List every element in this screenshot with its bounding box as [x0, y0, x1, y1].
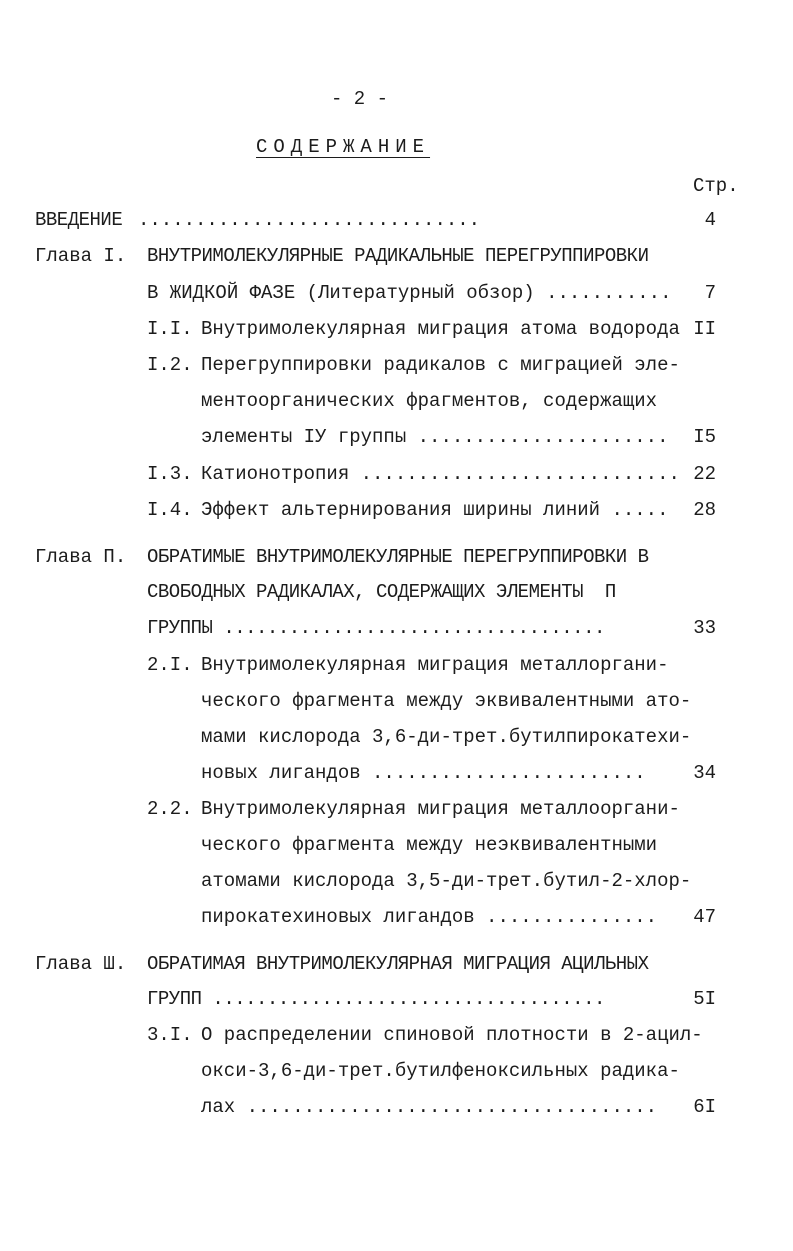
- section-title-line: Катионотропия ............................: [201, 463, 680, 485]
- section-title-line: новых лигандов ........................: [201, 762, 646, 784]
- intro-dots: ..............................: [138, 209, 481, 231]
- chapter-2-label: Глава П.: [35, 546, 127, 568]
- chapter-3-title-line-2: ГРУПП ....................................: [147, 988, 605, 1010]
- section-title-line: лах ....................................: [201, 1096, 658, 1118]
- section-number: I.2.: [147, 354, 193, 376]
- chapter-1-page: 7: [704, 282, 716, 304]
- section-page: 47: [693, 906, 716, 928]
- section-title-line: мами кислорода 3,6-ди-трет.бутилпирокатехи-: [201, 726, 692, 748]
- section-title-line: ческого фрагмента между неэквивалентными: [201, 834, 658, 856]
- chapter-2-title-line-2: СВОБОДНЫХ РАДИКАЛАХ, СОДЕРЖАЩИХ ЭЛЕМЕНТЫ П: [147, 581, 616, 603]
- chapter-1-label: Глава I.: [35, 245, 127, 267]
- section-title-line: элементы IУ группы ......................: [201, 426, 669, 448]
- section-page: 28: [693, 499, 716, 521]
- chapter-3-label: Глава Ш.: [35, 953, 127, 975]
- section-title-line: ментоорганических фрагментов, содержащих: [201, 390, 658, 412]
- section-title-line: пирокатехиновых лигандов ...............: [201, 906, 658, 928]
- section-title-line: ческого фрагмента между эквивалентными ато-: [201, 690, 692, 712]
- section-title-line: Перегруппировки радикалов с миграцией эле-: [201, 354, 680, 376]
- chapter-2-page: 33: [693, 617, 716, 639]
- section-page: I5: [693, 426, 716, 448]
- section-number: I.4.: [147, 499, 193, 521]
- section-title-line: Внутримолекулярная миграция металлоргани-: [201, 654, 669, 676]
- section-number: 3.I.: [147, 1024, 193, 1046]
- chapter-1-title-line-2: В ЖИДКОЙ ФАЗЕ (Литературный обзор) ...........: [147, 282, 672, 304]
- toc-title: СОДЕРЖАНИЕ: [256, 136, 431, 158]
- section-title-line: Внутримолекулярная миграция атома водорода: [201, 318, 680, 340]
- chapter-3-page: 5I: [693, 988, 716, 1010]
- section-number: I.3.: [147, 463, 193, 485]
- section-title-line: атомами кислорода 3,5-ди-трет.бутил-2-хлор-: [201, 870, 692, 892]
- section-number: I.I.: [147, 318, 193, 340]
- section-page: II: [693, 318, 716, 340]
- section-page: 22: [693, 463, 716, 485]
- section-title-line: О распределении спиновой плотности в 2-ацил-: [201, 1024, 703, 1046]
- chapter-2-title-line-1: ОБРАТИМЫЕ ВНУТРИМОЛЕКУЛЯРНЫЕ ПЕРЕГРУППИРОВКИ В: [147, 546, 649, 568]
- page-number: - 2 -: [331, 88, 389, 110]
- intro-label: ВВЕДЕНИЕ: [35, 209, 123, 231]
- section-number: 2.I.: [147, 654, 193, 676]
- section-title-line: окси-3,6-ди-трет.бутилфеноксильных радика-: [201, 1060, 680, 1082]
- section-title-line: Внутримолекулярная миграция металлооргани-: [201, 798, 680, 820]
- section-number: 2.2.: [147, 798, 193, 820]
- chapter-1-title-line-1: ВНУТРИМОЛЕКУЛЯРНЫЕ РАДИКАЛЬНЫЕ ПЕРЕГРУППИРОВКИ: [147, 245, 649, 267]
- section-page: 34: [693, 762, 716, 784]
- chapter-2-title-line-3: ГРУППЫ ...................................: [147, 617, 605, 639]
- page-column-header: Стр.: [693, 175, 739, 197]
- intro-page: 4: [704, 209, 716, 231]
- section-title-line: Эффект альтернирования ширины линий .....: [201, 499, 669, 521]
- section-page: 6I: [693, 1096, 716, 1118]
- chapter-3-title-line-1: ОБРАТИМАЯ ВНУТРИМОЛЕКУЛЯРНАЯ МИГРАЦИЯ АЦИЛЬНЫХ: [147, 953, 649, 975]
